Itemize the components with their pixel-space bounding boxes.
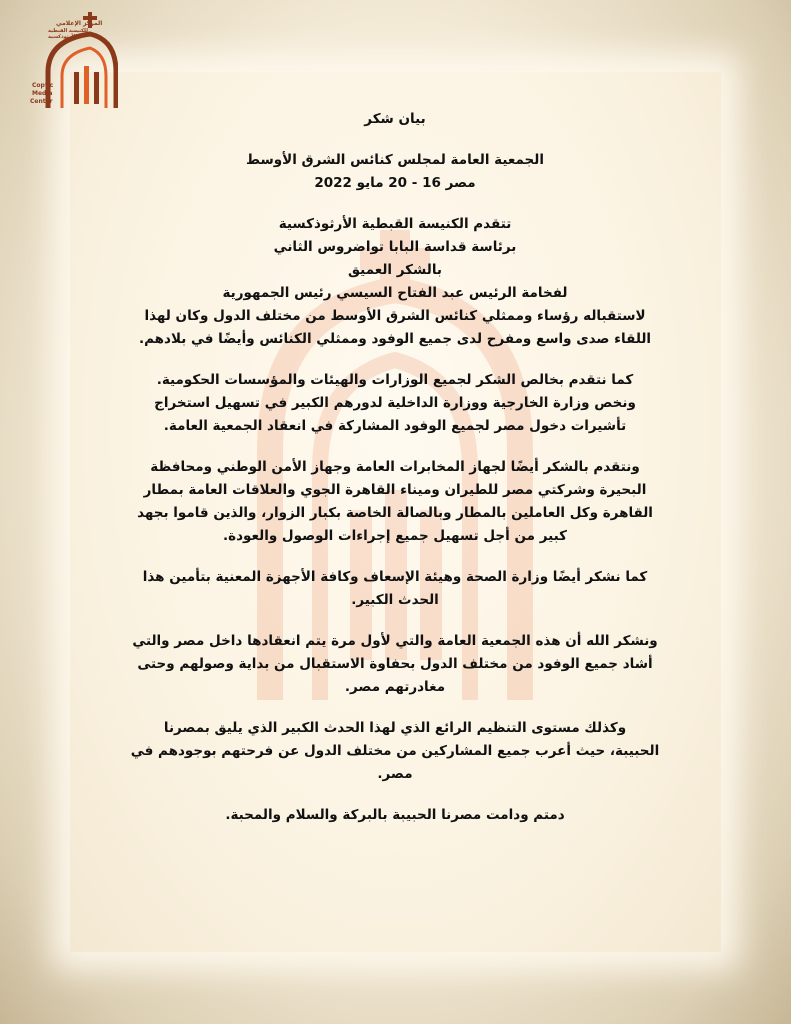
heading-line-2: مصر 16 - 20 مايو 2022 — [314, 175, 476, 191]
paragraph-line: الحبيبة، حيث أعرب جميع المشاركين من مختلف الدول عن فرحتهم بوجودهم في — [130, 743, 660, 759]
paragraph-thanks-god — [100, 630, 690, 699]
intro-line: اللقاء صدى واسع ومفرح لدى جميع الوفود وممثلي الكنائس وأيضًا في بلادهم. — [138, 331, 652, 347]
intro-line: لفخامة الرئيس عبد الفتاح السيسي رئيس الجمهورية — [222, 285, 568, 301]
paragraph-ministries — [100, 369, 690, 438]
paragraph-line: تأشيرات دخول مصر لجميع الوفود المشاركة في انعقاد الجمعية العامة. — [163, 418, 627, 434]
closing-line: دمتم ودامت مصرنا الحبيبة بالبركة والسلام والمحبة. — [225, 807, 565, 823]
intro-paragraph — [100, 213, 690, 351]
paragraph-line: وكذلك مستوى التنظيم الرائع الذي لهذا الحدث الكبير الذي يليق بمصرنا — [163, 720, 627, 736]
intro-line: تتقدم الكنيسة القبطية الأرثوذكسية — [278, 216, 512, 232]
paragraph-line: القاهرة وكل العاملين بالمطار وبالصالة الخاصة بكبار الزوار، والذين قاموا بجهد — [137, 505, 653, 521]
paragraph-health — [100, 566, 690, 612]
intro-line: بالشكر العميق — [348, 262, 442, 278]
paragraph-line: مغادرتهم مصر. — [344, 679, 446, 695]
heading-line-1: الجمعية العامة لمجلس كنائس الشرق الأوسط — [246, 152, 544, 168]
paragraph-line: البحيرة وشركتي مصر للطيران وميناء القاهرة الجوي والعلاقات العامة بمطار — [143, 482, 647, 498]
document-title: بيان شكر — [364, 111, 426, 127]
paragraph-line: الحدث الكبير. — [351, 592, 439, 608]
paragraph-line: كما نتقدم بخالص الشكر لجميع الوزارات والهيئات والمؤسسات الحكومية. — [156, 372, 634, 388]
logo-arabic-line-1: المركز الإعلامي — [56, 20, 103, 27]
paragraph-line: ونتقدم بالشكر أيضًا لجهاز المخابرات العامة وجهاز الأمن الوطني ومحافظة — [150, 459, 640, 475]
intro-line: برئاسة قداسة البابا تواضروس الثاني — [273, 239, 517, 255]
paragraph-agencies — [100, 456, 690, 548]
paragraph-line: كما نشكر أيضًا وزارة الصحة وهيئة الإسعاف وكافة الأجهزة المعنية بتأمين هذا — [142, 569, 648, 585]
logo-arabic-line-2: للكنيسة القبطية الأرثوذكسية — [48, 28, 88, 40]
paragraph-organization — [100, 717, 690, 786]
paragraph-line: ونشكر الله أن هذه الجمعية العامة والتي لأول مرة يتم انعقادها داخل مصر والتي — [132, 633, 658, 649]
logo-text-coptic: Coptic — [32, 82, 54, 89]
logo-text-center: Center — [30, 98, 53, 105]
paragraph-line: كبير من أجل تسهيل جميع إجراءات الوصول والعودة. — [223, 528, 567, 544]
logo-text-media: Media — [32, 90, 53, 97]
intro-line: لاستقباله رؤساء وممثلي كنائس الشرق الأوسط من مختلف الدول وكان لهذا — [144, 308, 646, 324]
paragraph-line: ونخص وزارة الخارجية ووزارة الداخلية لدورهم الكبير في تسهيل استخراج — [154, 395, 636, 411]
paragraph-line: مصر. — [377, 766, 413, 782]
paragraph-line: أشاد جميع الوفود من مختلف الدول بحفاوة الاستقبال من بداية وصولهم وحتى — [137, 656, 653, 672]
letter-body — [100, 108, 690, 827]
coptic-media-center-logo — [18, 10, 118, 110]
